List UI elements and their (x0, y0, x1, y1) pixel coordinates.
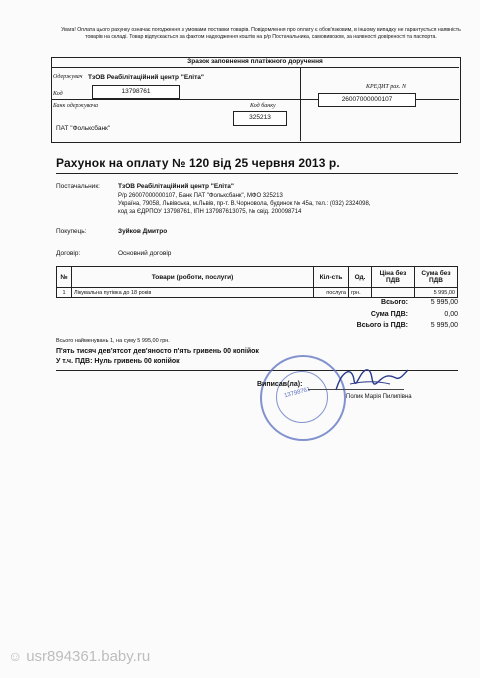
invoice-title: Рахунок на оплату № 120 від 25 червня 2013 р. (56, 156, 340, 170)
recipient-value: ТзОВ Реабілітаційний центр "Еліта" (88, 74, 204, 81)
cell-qty-text: послуга (326, 289, 346, 296)
col-header-unit: Од. (349, 267, 372, 288)
items-summary: Всього найменувань 1, на суму 5 995,00 грн. (56, 338, 170, 344)
col-header-price: Ціна без ПДВ (372, 267, 415, 288)
table-row (57, 288, 458, 298)
cell-sum: 5 995,00 (415, 288, 458, 298)
total-label: Всього: (381, 299, 408, 306)
total-value: 5 995,00 (430, 299, 458, 306)
goods-table (56, 266, 458, 298)
cell-unit: грн. (349, 288, 372, 298)
account-field: 26007000000107 (318, 93, 416, 107)
cell-number: 1 (57, 288, 72, 298)
bank-name: ПАТ "Фолькcбанк" (56, 125, 111, 132)
stamp-code: 13798761 (283, 386, 312, 400)
supplier-label: Постачальник: (56, 183, 100, 190)
supplier-account: Р/р 26007000000107, Банк ПАТ "Фолькcбанк", МФО 325213 (118, 193, 283, 199)
col-header-goods: Товари (роботи, послуги) (72, 267, 314, 288)
col-header-sum: Сума без ПДВ (415, 267, 458, 288)
cell-price (372, 288, 415, 298)
warning-text: Увага! Оплата цього рахунку означає погодження з умовами поставки товарів. Повідомлення про оплату є обов'язковим, в іншому випадку не гарантується наявність товарів на складі. Товар відпускається за фактом надходження коштів на р/р Постачальника, самовивозом, за наявності довіреності та паспорта. (61, 27, 461, 40)
payment-order-title: Зразок заповнення платіжного доручення (187, 58, 323, 65)
credit-label: КРЕДИТ рах. N (366, 84, 406, 90)
supplier-codes: код за ЄДРПОУ 13798761, ІПН 137987613075, № свід. 200098714 (118, 209, 302, 215)
bank-code-label: Код банку (250, 103, 276, 109)
contract-value: Основний договір (118, 250, 172, 257)
watermark-label: usr894361.baby.ru (26, 648, 151, 665)
vat-in-words: У т.ч. ПДВ: Нуль гривень 00 копійок (56, 358, 180, 365)
buyer-name: Зуйков Дмитро (118, 228, 168, 235)
contract-label: Договір: (56, 250, 81, 257)
bank-code-field: 325213 (233, 111, 287, 126)
total-with-vat-label: Всього із ПДВ: (356, 322, 408, 329)
amount-in-words: П'ять тисяч дев'ятсот дев'яносто п'ять гривень 00 копійок (56, 348, 259, 355)
col-header-qty: Кіл-сть (314, 267, 349, 288)
recipient-label: Одержувач (53, 74, 83, 80)
code-label: Код (53, 91, 63, 97)
watermark-icon: ☺ (8, 648, 27, 664)
watermark-text (8, 648, 150, 665)
vat-value: 0,00 (444, 311, 458, 318)
vat-label: Сума ПДВ: (370, 311, 408, 318)
col-header-number: № (57, 267, 72, 288)
buyer-label: Покупець: (56, 228, 87, 235)
cell-goods: Лікувальна путівка до 18 років (72, 288, 314, 298)
divider (300, 67, 301, 141)
code-field: 13798761 (92, 85, 180, 99)
divider (51, 67, 459, 68)
supplier-name: ТзОВ Реабілітаційний центр "Еліта" (118, 183, 234, 190)
bank-label: Банк одержувача (53, 103, 98, 109)
supplier-address: Україна, 79058, Львівська, м.Львів, пр-т. В.Чорновола, будинок № 45а, тел.: (032) 2324098, (118, 201, 371, 207)
title-underline (56, 173, 458, 174)
signer-name: Полик Марія Пилипівна (346, 394, 412, 400)
total-with-vat-value: 5 995,00 (430, 322, 458, 329)
signature-label: Виписав(ла): (257, 381, 303, 388)
cell-qty (314, 288, 349, 298)
